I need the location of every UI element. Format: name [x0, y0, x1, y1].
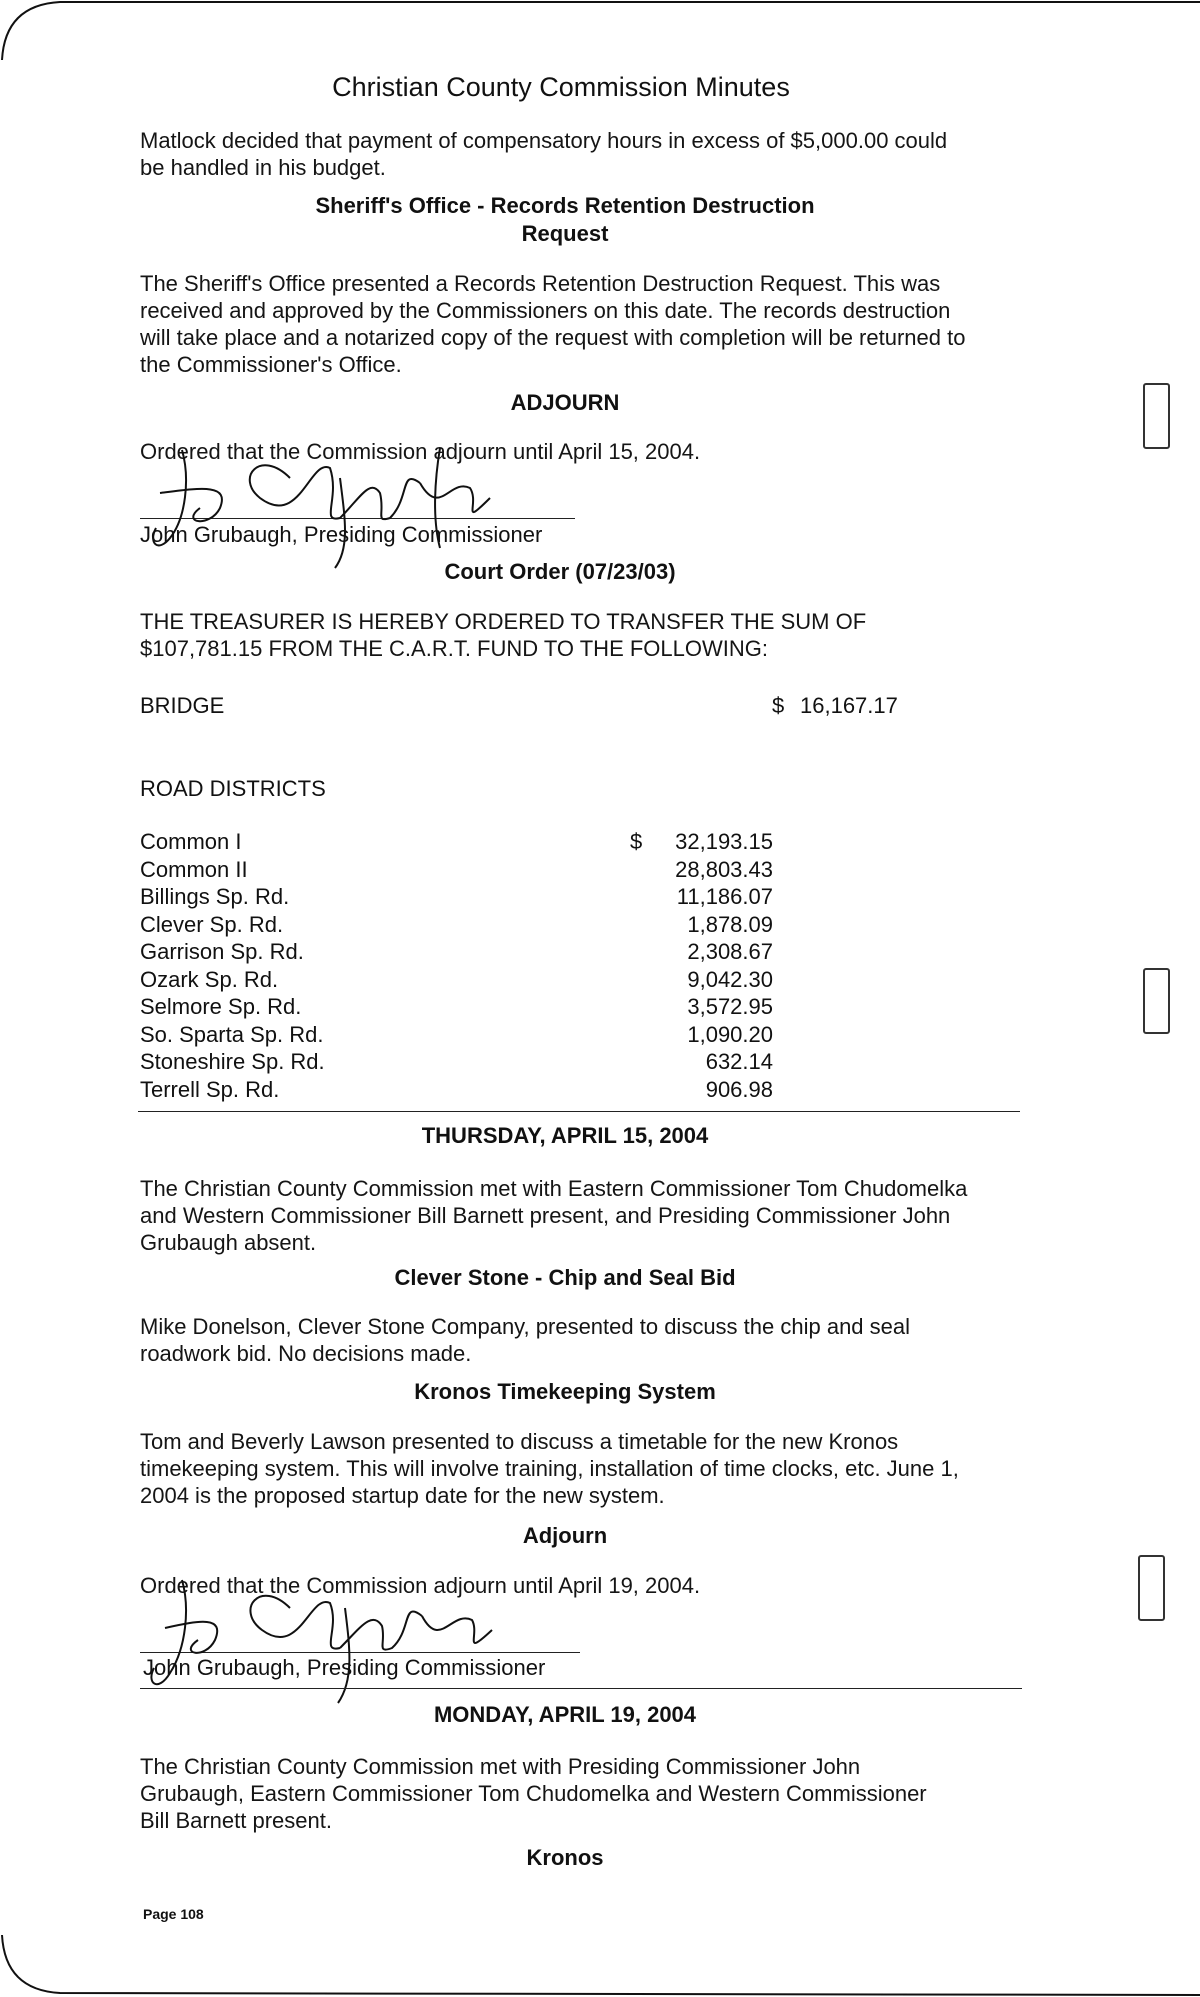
district-amount: 32,193.15 — [675, 829, 773, 854]
district-amount: 906.98 — [705, 1076, 773, 1102]
clever-stone-heading: Clever Stone - Chip and Seal Bid — [394, 1265, 736, 1290]
signer-name: John Grubaugh, Presiding Commissioner — [140, 522, 543, 547]
sheriff-paragraph: The Sheriff's Office presented a Records Retention Destruction Request. This was received and approved by the Commissioners on this date. The records destruction will take place and a notarized copy of the request with completion will be returned to the Commissioner's Office. — [140, 271, 966, 377]
table-row — [140, 911, 773, 939]
signature-image — [140, 438, 520, 578]
district-amount: 632.14 — [705, 1049, 773, 1074]
thursday-heading: THURSDAY, APRIL 15, 2004 — [421, 1123, 709, 1148]
adjourn-heading: ADJOURN — [510, 390, 620, 415]
district-currency — [630, 938, 648, 966]
district-currency — [630, 966, 648, 994]
district-name: Common I — [140, 829, 242, 854]
sheriff-heading-line2: Request — [521, 221, 609, 246]
bridge-label: BRIDGE — [140, 693, 225, 718]
binder-tab — [1138, 1555, 1165, 1621]
binder-tab — [1143, 968, 1170, 1034]
table-row — [140, 856, 773, 884]
page-number: Page 108 — [143, 1906, 204, 1922]
district-name: Billings Sp. Rd. — [140, 884, 290, 909]
districts-table — [140, 828, 773, 1103]
district-amount: 9,042.30 — [687, 966, 773, 992]
table-row — [140, 1048, 773, 1076]
kronos-paragraph: Tom and Beverly Lawson presented to discuss a timetable for the new Kronos timekeeping system. This will involve training, installation of time clocks, etc. June 1, 2004 is the proposed startup date for the new system. — [140, 1429, 959, 1508]
signer-name: John Grubaugh, Presiding Commissioner — [143, 1655, 546, 1680]
kronos-heading: Kronos — [526, 1845, 604, 1870]
treasurer-paragraph: THE TREASURER IS HEREBY ORDERED TO TRANSFER THE SUM OF $107,781.15 FROM THE C.A.R.T. FUND TO THE FOLLOWING: — [140, 609, 867, 661]
road-districts-label: ROAD DISTRICTS — [140, 776, 326, 801]
district-currency — [630, 883, 648, 911]
district-amount: 11,186.07 — [676, 884, 773, 909]
district-currency — [630, 1048, 648, 1076]
district-amount: 3,572.95 — [687, 994, 773, 1019]
court-order-heading: Court Order (07/23/03) — [444, 559, 676, 584]
district-name: Stoneshire Sp. Rd. — [140, 1049, 325, 1074]
table-row — [140, 966, 773, 994]
district-amount: 1,090.20 — [687, 1021, 773, 1047]
district-name: Clever Sp. Rd. — [140, 911, 284, 937]
district-name: Terrell Sp. Rd. — [140, 1076, 280, 1102]
page-title: Christian County Commission Minutes — [332, 72, 790, 102]
adjourn-heading: Adjourn — [522, 1523, 608, 1548]
adjourn-order: Ordered that the Commission adjourn until April 19, 2004. — [140, 1573, 701, 1598]
matlock-paragraph: Matlock decided that payment of compensatory hours in excess of $5,000.00 could be handled in his budget. — [140, 128, 948, 180]
clever-stone-paragraph: Mike Donelson, Clever Stone Company, presented to discuss the chip and seal roadwork bid. No decisions made. — [140, 1314, 911, 1366]
table-row — [140, 993, 773, 1021]
section-divider — [140, 1688, 1022, 1689]
monday-heading: MONDAY, APRIL 19, 2004 — [433, 1702, 697, 1727]
table-row — [140, 938, 773, 966]
district-name: Ozark Sp. Rd. — [140, 966, 279, 992]
district-currency — [630, 911, 648, 939]
monday-paragraph: The Christian County Commission met with Presiding Commissioner John Grubaugh, Eastern Commissioner Tom Chudomelka and Western Commissioner Bill Barnett present. — [140, 1754, 927, 1833]
binder-tab — [1143, 383, 1170, 449]
bridge-amount: 16,167.17 — [800, 693, 898, 718]
district-amount: 28,803.43 — [675, 856, 773, 882]
thursday-paragraph: The Christian County Commission met with Eastern Commissioner Tom Chudomelka and Western Commissioner Bill Barnett present, and Presiding Commissioner John Grubaugh absent. — [140, 1176, 968, 1255]
table-row — [140, 1021, 773, 1049]
district-currency — [630, 1021, 648, 1049]
signature-image — [140, 1568, 520, 1718]
bridge-currency: $ — [772, 693, 785, 718]
district-name: Selmore Sp. Rd. — [140, 994, 302, 1019]
sheriff-heading-line1: Sheriff's Office - Records Retention Destruction — [315, 193, 815, 218]
table-row — [140, 828, 773, 856]
district-name: Common II — [140, 856, 248, 882]
table-row — [140, 883, 773, 911]
table-row — [140, 1076, 773, 1104]
sheriff-heading — [130, 192, 1000, 248]
bridge-row — [140, 692, 898, 720]
district-currency — [630, 856, 648, 884]
district-name: So. Sparta Sp. Rd. — [140, 1021, 324, 1047]
district-amount: 2,308.67 — [687, 939, 773, 964]
district-name: Garrison Sp. Rd. — [140, 939, 304, 964]
district-currency — [630, 993, 648, 1021]
district-currency — [630, 1076, 648, 1104]
kronos-timekeeping-heading: Kronos Timekeeping System — [414, 1379, 716, 1404]
section-divider — [138, 1111, 1020, 1112]
district-currency: $ — [630, 829, 643, 854]
adjourn-order: Ordered that the Commission adjourn until April 15, 2004. — [140, 439, 701, 464]
district-amount: 1,878.09 — [687, 911, 773, 937]
